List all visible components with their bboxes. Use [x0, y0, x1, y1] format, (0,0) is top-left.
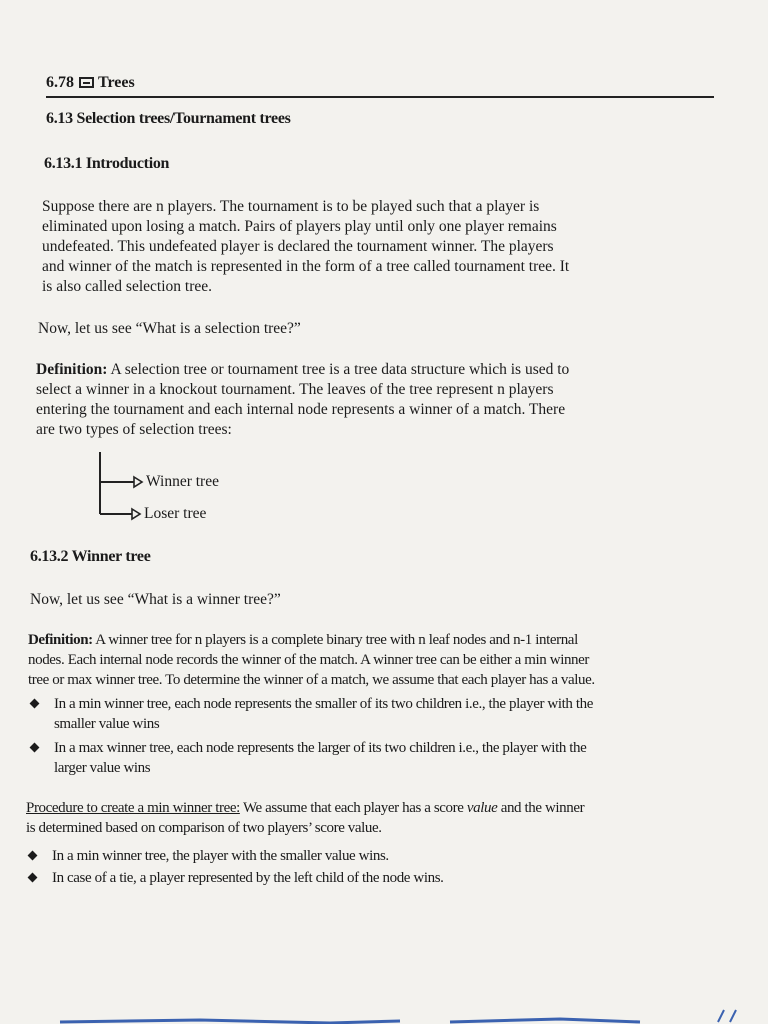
bullet-line: In a min winner tree, each node represents the smaller of its two children i.e., the player with the: [54, 696, 593, 712]
blue-edge-stroke: [60, 1020, 400, 1023]
winner-tree-label: Winner tree: [146, 473, 219, 490]
intro-line: is also called selection tree.: [42, 278, 213, 295]
blue-edge-mark: [718, 1010, 736, 1022]
bullet-line: smaller value wins: [54, 716, 160, 732]
procedure-value-word: value: [466, 800, 498, 816]
definition-line: entering the tournament and each internal node represents a winner of a match. There: [36, 401, 566, 418]
intro-heading: 6.13.1 Introduction: [44, 155, 170, 172]
bullet-line: larger value wins: [54, 760, 151, 776]
intro-line: eliminated upon losing a match. Pairs of players play until only one player remains: [42, 218, 557, 235]
bullet-line: In a min winner tree, the player with the smaller value wins.: [52, 848, 389, 864]
list-item: [28, 738, 718, 778]
arrow-loser-icon: [132, 509, 140, 519]
intro-line: Suppose there are n players. The tournament is to be played such that a player is: [42, 198, 540, 215]
book-icon: [79, 77, 94, 88]
procedure-paragraph: [26, 798, 718, 838]
intro-line: undefeated. This undefeated player is declared the tournament winner. The players: [42, 238, 554, 255]
bullet-diamond-icon: [28, 851, 38, 861]
list-item: [26, 846, 718, 866]
bullet-diamond-icon: [28, 873, 38, 883]
bullet-diamond-icon: [30, 699, 40, 709]
list-item: [26, 868, 718, 888]
selection-tree-question: Now, let us see “What is a selection tree?”: [38, 320, 301, 337]
section-title: 6.13 Selection trees/Tournament trees: [46, 110, 291, 127]
definition-line: are two types of selection trees:: [36, 421, 232, 438]
page-header: [46, 74, 714, 98]
definition-text: A winner tree for n players is a complete binary tree with n leaf nodes and n-1 internal: [95, 632, 578, 648]
intro-paragraph: [42, 197, 712, 297]
definition-line: nodes. Each internal node records the winner of the match. A winner tree can be either a min winner: [28, 652, 590, 668]
intro-line: and winner of the match is represented in the form of a tree called tournament tree. It: [42, 258, 570, 275]
blue-edge-stroke: [450, 1019, 640, 1022]
loser-tree-label: Loser tree: [144, 505, 207, 522]
definition-line: select a winner in a knockout tournament. The leaves of the tree represent n players: [36, 381, 554, 398]
bullet-diamond-icon: [30, 743, 40, 753]
procedure-text: We assume that each player has a score: [239, 800, 467, 816]
procedure-line: is determined based on comparison of two players’ score value.: [26, 820, 382, 836]
chapter-title: Trees: [98, 74, 135, 91]
procedure-text: and the winner: [497, 800, 585, 816]
procedure-label: Procedure to create a min winner tree:: [26, 800, 240, 816]
arrow-winner-icon: [134, 477, 142, 487]
definition-text: A selection tree or tournament tree is a tree data structure which is used to: [110, 361, 570, 378]
bullet-line: In case of a tie, a player represented by the left child of the node wins.: [52, 870, 444, 886]
definition-label: Definition:: [28, 632, 93, 648]
winner-tree-heading: 6.13.2 Winner tree: [30, 548, 151, 565]
definition-label: Definition:: [36, 361, 108, 378]
selection-tree-definition: [36, 360, 712, 440]
winner-tree-definition: [28, 630, 718, 690]
winner-tree-bullets: [28, 694, 718, 778]
winner-tree-question: Now, let us see “What is a winner tree?”: [30, 591, 281, 608]
list-item: [28, 694, 718, 734]
page-number: 6.78: [46, 74, 74, 91]
procedure-bullets: [26, 846, 718, 888]
definition-line: tree or max winner tree. To determine the winner of a match, we assume that each player has a value.: [28, 672, 595, 688]
bullet-line: In a max winner tree, each node represents the larger of its two children i.e., the player with the: [54, 740, 587, 756]
next-page-edge-decoration: [0, 1008, 768, 1024]
